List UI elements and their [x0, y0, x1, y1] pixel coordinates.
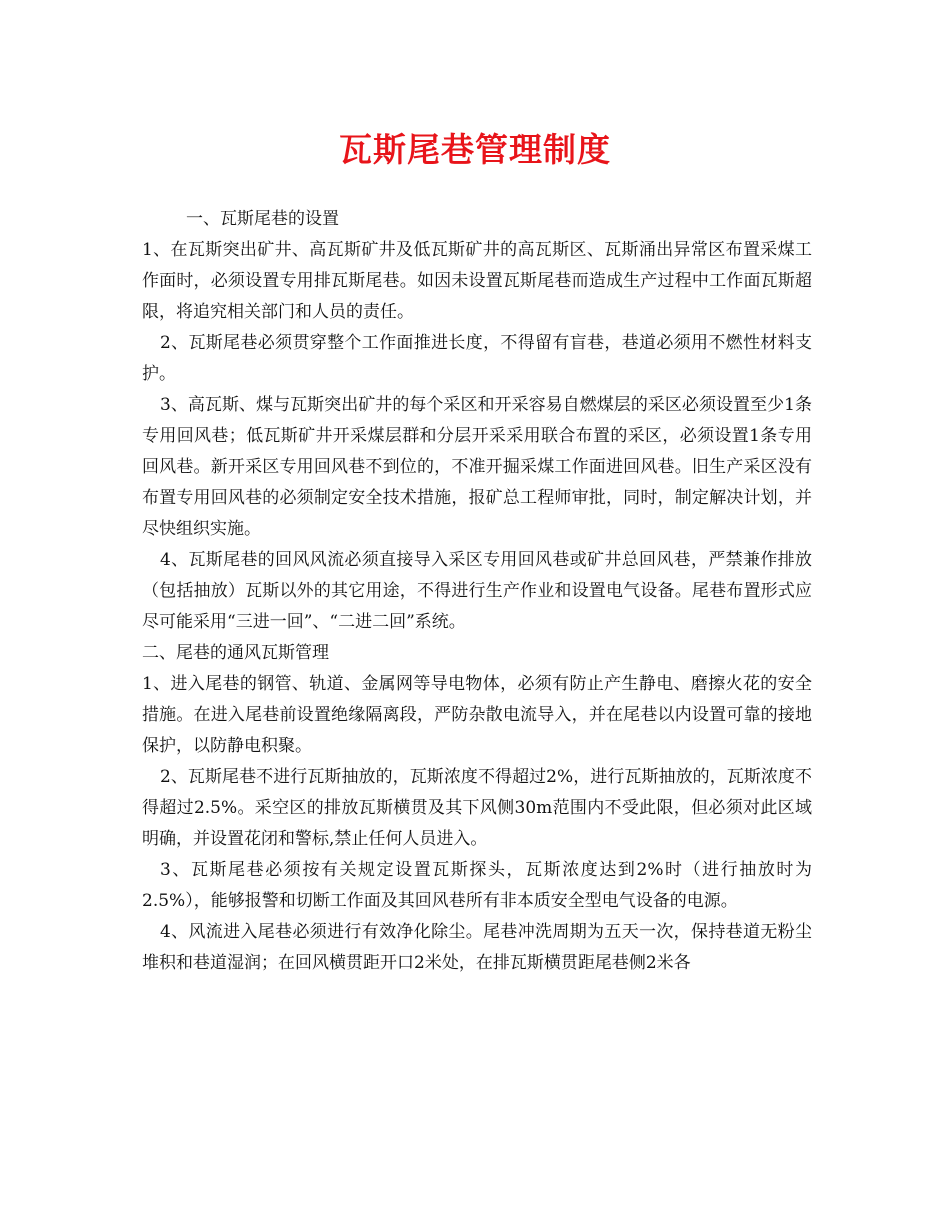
section-heading-1: 一、瓦斯尾巷的设置: [186, 209, 339, 229]
section-heading-2: 二、尾巷的通风瓦斯管理: [142, 643, 329, 663]
document-title: 瓦斯尾巷管理制度: [339, 130, 611, 169]
paragraph-2-3: 3、瓦斯尾巷必须按有关规定设置瓦斯探头，瓦斯浓度达到2%时（进行抽放时为2.5%），能够报警和切断工作面及其回风巷所有非本质安全型电气设备的电源。: [142, 860, 812, 911]
paragraph-2-4: 4、风流进入尾巷必须进行有效净化除尘。尾巷冲洗周期为五天一次，保持巷道无粉尘堆积和巷道湿润；在回风横贯距开口2米处，在排瓦斯横贯距尾巷侧2米各: [142, 922, 812, 973]
paragraph-2-1: 1、进入尾巷的钢管、轨道、金属网等导电物体，必须有防止产生静电、磨擦火花的安全措施。在进入尾巷前设置绝缘隔离段，严防杂散电流导入，并在尾巷以内设置可靠的接地保护，以防静电积聚。: [142, 674, 812, 756]
paragraph-1-2: 2、瓦斯尾巷必须贯穿整个工作面推进长度，不得留有盲巷，巷道必须用不燃性材料支护。: [142, 333, 812, 384]
paragraph-2-2: 2、瓦斯尾巷不进行瓦斯抽放的，瓦斯浓度不得超过2%，进行瓦斯抽放的，瓦斯浓度不得超过2.5%。采空区的排放瓦斯横贯及其下风侧30m范围内不受此限，但必须对此区域明确，并设置花闭和警标,禁止任何人员进入。: [142, 767, 812, 849]
paragraph-1-3: 3、高瓦斯、煤与瓦斯突出矿井的每个采区和开采容易自燃煤层的采区必须设置至少1条专用回风巷；低瓦斯矿井开采煤层群和分层开采采用联合布置的采区，必须设置1条专用回风巷。新开采区专用回风巷不到位的，不准开掘采煤工作面进回风巷。旧生产采区没有布置专用回风巷的必须制定安全技术措施，报矿总工程师审批，同时，制定解决计划，并尽快组织实施。: [142, 395, 812, 539]
paragraph-1-1: 1、在瓦斯突出矿井、高瓦斯矿井及低瓦斯矿井的高瓦斯区、瓦斯涌出异常区布置采煤工作面时，必须设置专用排瓦斯尾巷。如因未设置瓦斯尾巷而造成生产过程中工作面瓦斯超限，将追究相关部门和人员的责任。: [142, 240, 812, 322]
document-body: [142, 204, 812, 979]
paragraph-1-4: 4、瓦斯尾巷的回风风流必须直接导入采区专用回风巷或矿井总回风巷，严禁兼作排放（包括抽放）瓦斯以外的其它用途，不得进行生产作业和设置电气设备。尾巷布置形式应尽可能采用“三进一回”、“二进二回”系统。: [142, 550, 812, 632]
